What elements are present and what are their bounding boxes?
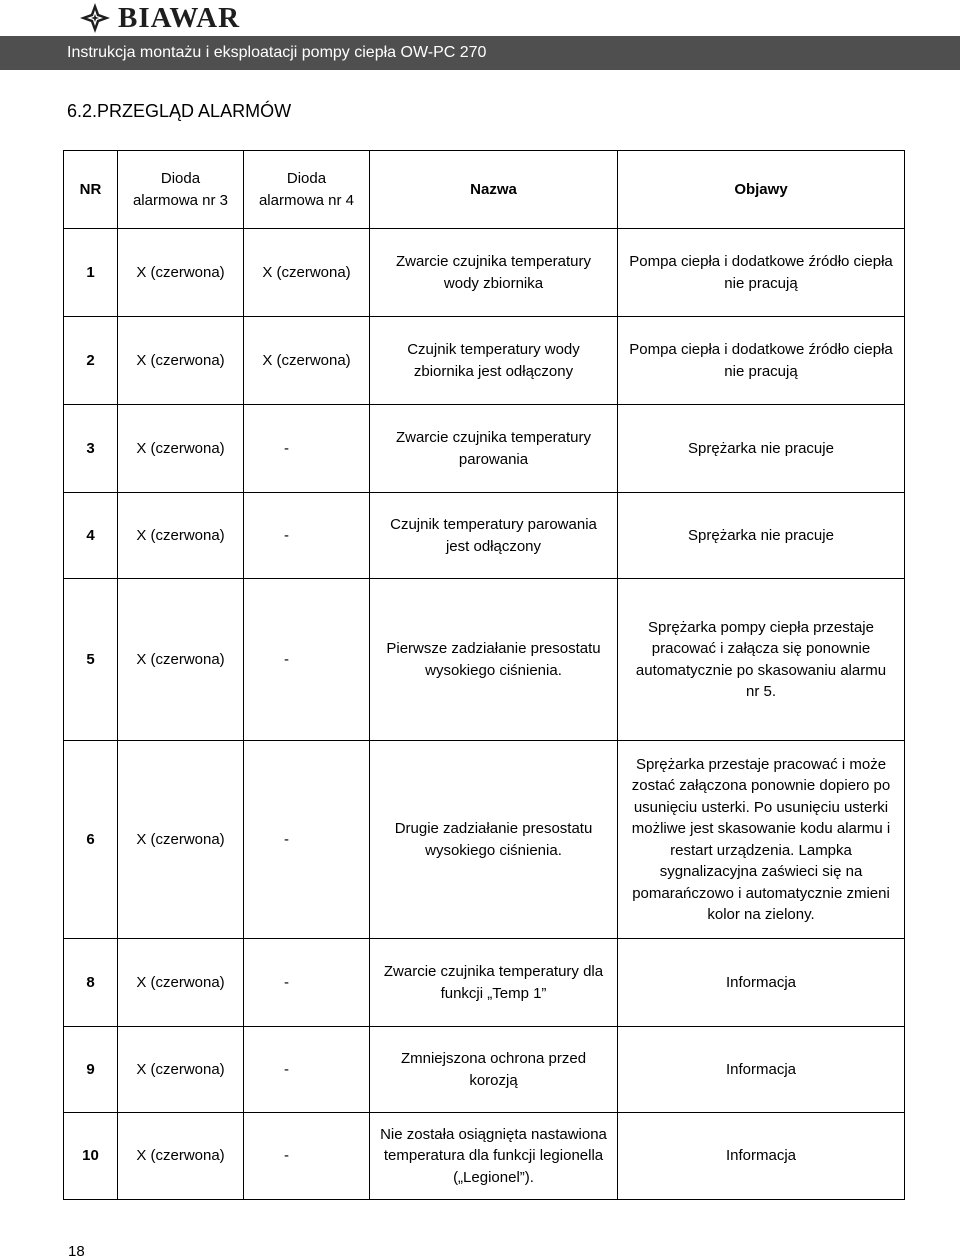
- header-dioda-4-line1: Dioda: [286, 170, 327, 187]
- cell-dioda-4: -: [244, 1113, 370, 1200]
- cell-nr: 8: [64, 939, 118, 1027]
- cell-dioda-3: X (czerwona): [118, 317, 244, 405]
- cell-dioda-4: -: [244, 1027, 370, 1113]
- cell-dioda-3: X (czerwona): [118, 493, 244, 579]
- table-row: [64, 579, 905, 741]
- section-title: 6.2.PRZEGLĄD ALARMÓW: [67, 101, 292, 121]
- table-row: [64, 229, 905, 317]
- cell-nazwa: Czujnik temperatury wody zbiornika jest odłączony: [370, 317, 618, 405]
- cell-objawy: Informacja: [618, 939, 905, 1027]
- cell-dioda-4: X (czerwona): [244, 229, 370, 317]
- cell-nazwa: Pierwsze zadziałanie presostatu wysokiego ciśnienia.: [370, 579, 618, 741]
- header-dioda-4: [244, 151, 370, 229]
- cell-nazwa: Drugie zadziałanie presostatu wysokiego ciśnienia.: [370, 741, 618, 939]
- cell-nazwa: Zwarcie czujnika temperatury parowania: [370, 405, 618, 493]
- table-row: [64, 405, 905, 493]
- cell-nr: 4: [64, 493, 118, 579]
- header-objawy: Objawy: [618, 151, 905, 229]
- header-dioda-3-line1: Dioda: [160, 170, 201, 187]
- diamond-star-logo-icon: [80, 3, 110, 33]
- cell-objawy: Sprężarka nie pracuje: [618, 405, 905, 493]
- cell-nr: 2: [64, 317, 118, 405]
- header-dioda-3: [118, 151, 244, 229]
- table-row: [64, 741, 905, 939]
- cell-objawy: Pompa ciepła i dodatkowe źródło ciepła nie pracują: [618, 229, 905, 317]
- cell-objawy: Sprężarka pompy ciepła przestaje pracować i załącza się ponownie automatycznie po skasowaniu alarmu nr 5.: [618, 579, 905, 741]
- cell-nazwa: Zmniejszona ochrona przed korozją: [370, 1027, 618, 1113]
- cell-nr: 3: [64, 405, 118, 493]
- page-number: 18: [68, 1243, 85, 1260]
- cell-nr: 10: [64, 1113, 118, 1200]
- header-nr: NR: [64, 151, 118, 229]
- alarm-table: [63, 150, 905, 1200]
- document-banner: [0, 36, 960, 70]
- cell-objawy: Informacja: [618, 1113, 905, 1200]
- cell-nr: 5: [64, 579, 118, 741]
- cell-dioda-4: -: [244, 939, 370, 1027]
- cell-dioda-4: -: [244, 579, 370, 741]
- cell-objawy: Pompa ciepła i dodatkowe źródło ciepła nie pracują: [618, 317, 905, 405]
- table-row: [64, 317, 905, 405]
- cell-dioda-3: X (czerwona): [118, 405, 244, 493]
- brand-name: BIAWAR: [118, 2, 241, 34]
- cell-nazwa: Nie została osiągnięta nastawiona temperatura dla funkcji legionella („Legionel”).: [370, 1113, 618, 1200]
- cell-dioda-4: -: [244, 493, 370, 579]
- cell-nr: 1: [64, 229, 118, 317]
- header-nazwa: Nazwa: [370, 151, 618, 229]
- cell-nr: 9: [64, 1027, 118, 1113]
- brand-logo: [80, 2, 240, 34]
- cell-dioda-3: X (czerwona): [118, 939, 244, 1027]
- cell-objawy: Informacja: [618, 1027, 905, 1113]
- table-row: [64, 939, 905, 1027]
- cell-objawy: Sprężarka przestaje pracować i może zostać załączona ponownie dopiero po usunięciu usterki. Po usunięciu usterki możliwe jest skasowanie kodu alarmu i restart urządzenia. Lampka sygnalizacyjna zaświeci się na pomarańczowo i automatycznie zmieni kolor na zielony.: [618, 741, 905, 939]
- cell-nazwa: Czujnik temperatury parowania jest odłączony: [370, 493, 618, 579]
- cell-dioda-4: X (czerwona): [244, 317, 370, 405]
- cell-dioda-3: X (czerwona): [118, 229, 244, 317]
- table-row: [64, 1113, 905, 1200]
- cell-nazwa: Zwarcie czujnika temperatury wody zbiornika: [370, 229, 618, 317]
- table-header-row: [64, 151, 905, 229]
- header-dioda-3-line2: alarmowa nr 3: [132, 191, 229, 209]
- cell-objawy: Sprężarka nie pracuje: [618, 493, 905, 579]
- cell-dioda-3: X (czerwona): [118, 741, 244, 939]
- cell-nazwa: Zwarcie czujnika temperatury dla funkcji „Temp 1”: [370, 939, 618, 1027]
- cell-dioda-3: X (czerwona): [118, 1113, 244, 1200]
- document-title: Instrukcja montażu i eksploatacji pompy ciepła OW-PC 270: [67, 44, 487, 61]
- cell-dioda-4: -: [244, 405, 370, 493]
- cell-dioda-3: X (czerwona): [118, 579, 244, 741]
- cell-nr: 6: [64, 741, 118, 939]
- header-dioda-4-line2: alarmowa nr 4: [258, 191, 355, 209]
- cell-dioda-4: -: [244, 741, 370, 939]
- table-row: [64, 493, 905, 579]
- cell-dioda-3: X (czerwona): [118, 1027, 244, 1113]
- table-row: [64, 1027, 905, 1113]
